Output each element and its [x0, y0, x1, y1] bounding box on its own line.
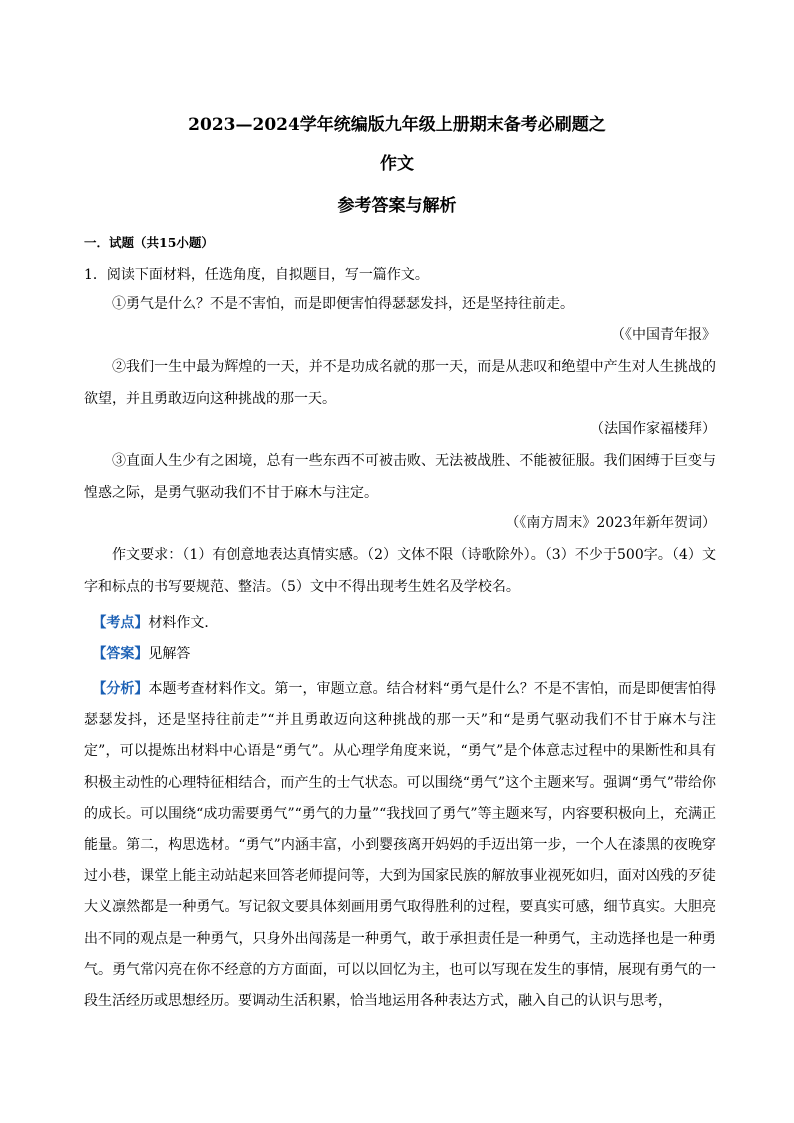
writing-requirements: 作文要求：（1）有创意地表达真情实感。（2）文体不限（诗歌除外）。（3）不少于500字。（4）文字和标点的书写要规范、整洁。（5）文中不得出现考生姓名及学校名。 — [84, 547, 716, 595]
material-2: ②我们一生中最为辉煌的一天，并不是功成名就的那一天，而是从悲叹和绝望中产生对人生挑战的欲望，并且勇敢迈向这种挑战的那一天。 — [84, 359, 716, 407]
question-intro: 1．阅读下面材料，任选角度，自拟题目，写一篇作文。 — [84, 267, 429, 283]
document-subtitle-topic: 作文 — [380, 154, 414, 174]
section-heading: 一．试题（共15小题） — [84, 235, 214, 250]
material-1: ①勇气是什么？不是不害怕，而是即便害怕得瑟瑟发抖，还是坚持往前走。 — [112, 296, 574, 312]
material-2-source: （法国作家福楼拜） — [590, 421, 716, 437]
analysis-text: 本题考查材料作文。第一，审题立意。结合材料“勇气是什么？不是不害怕，而是即便害怕得瑟瑟发抖，还是坚持往前走”“并且勇敢迈向这种挑战的那一天”和“是勇气驱动我们不甘于麻木与注定”，可以提炼出材料中心语是“勇气”。从心理学角度来说，“勇气”是个体意志过程中的果断性和具有积极主动性的心理特征相结合，而产生的士气状态。可以围绕“勇气”这个主题来写。强调“勇气”带给你的成长。可以围绕“成功需要勇气”“勇气的力量”“我找回了勇气”等主题来写，内容要积极向上，充满正能量。第二，构思选材。“勇气”内涵丰富，小到婴孩离开妈妈的手迈出第一步，一个人在漆黑的夜晚穿过小巷，课堂上能主动站起来回答老师提问等，大到为国家民族的解放事业视死如归，面对凶残的歹徒大义凛然都是一种勇气。写记叙文要具体刻画用勇气取得胜利的过程，要真实可感，细节真实。大胆亮出不同的观点是一种勇气，只身外出闯荡是一种勇气，敢于承担责任是一种勇气，主动选择也是一种勇气。勇气常闪亮在你不经意的方方面面，可以以回忆为主，也可以写现在发生的事情，展现有勇气的一段生活经历或思想经历。要调动生活积累，恰当地运用各种表达方式，融入自己的认识与思考， — [84, 681, 717, 1010]
analysis-paragraph — [84, 674, 716, 1017]
answer-line — [84, 643, 716, 663]
material-3: ③直面人生少有之困境，总有一些东西不可被击败、无法被战胜、不能被征服。我们困缚于巨变与惶惑之际，是勇气驱动我们不甘于麻木与注定。 — [84, 453, 716, 501]
document-title: 2023—2024学年统编版九年级上册期末备考必刷题之 — [188, 115, 606, 135]
material-3-source: （《南方周末》2023年新年贺词） — [505, 515, 716, 531]
kaodian-text: 材料作文． — [148, 615, 219, 631]
kaodian-line — [84, 612, 716, 632]
answer-label: 【答案】 — [92, 646, 149, 662]
analysis-label: 【分析】 — [92, 681, 149, 697]
material-1-source: （《中国青年报》 — [611, 327, 716, 343]
document-subtitle-answers: 参考答案与解析 — [337, 196, 457, 216]
answer-text: 见解答 — [148, 646, 191, 662]
kaodian-label: 【考点】 — [92, 615, 149, 631]
